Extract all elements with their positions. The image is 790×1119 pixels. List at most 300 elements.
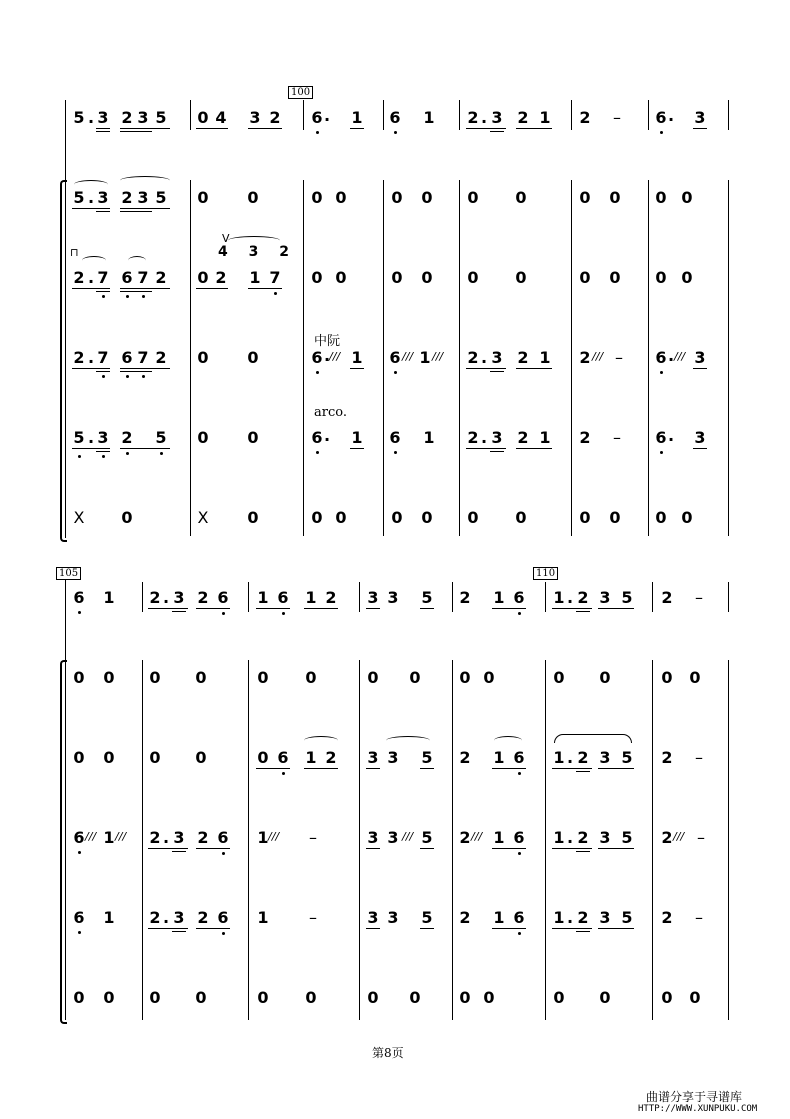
note: 3 [137, 188, 149, 207]
underline [96, 371, 110, 372]
underline [466, 368, 506, 369]
dash: – [697, 828, 705, 847]
low-octave-dot [78, 851, 81, 854]
note: 3 [367, 908, 379, 927]
slur [554, 734, 632, 743]
note: 0 [195, 748, 207, 767]
tremolo-mark: /// [673, 830, 685, 843]
note: 0 [655, 508, 667, 527]
note: 5 [155, 188, 167, 207]
slur [228, 236, 280, 245]
augmentation-dot: . [88, 428, 95, 447]
note: 0 [197, 428, 209, 447]
low-octave-dot [222, 852, 225, 855]
barline [459, 100, 460, 130]
note: 0 [257, 988, 269, 1007]
underline [350, 448, 364, 449]
augmentation-dot: . [567, 588, 574, 607]
augmentation-dot: . [324, 426, 331, 445]
barline [728, 660, 729, 1020]
underline [96, 128, 110, 129]
note: 3 [249, 108, 261, 127]
underline [256, 608, 290, 609]
augmentation-dot: . [668, 346, 675, 365]
low-octave-dot [518, 772, 521, 775]
note: 0 [515, 188, 527, 207]
tremolo-mark: /// [471, 830, 483, 843]
note: 2 [121, 428, 133, 447]
note: 1 [493, 908, 505, 927]
note: 3 [387, 588, 399, 607]
underline [172, 851, 186, 852]
barline [728, 180, 729, 536]
low-octave-dot [316, 371, 319, 374]
underline [420, 848, 434, 849]
barline [545, 582, 546, 612]
barline [652, 660, 653, 1020]
barline [652, 582, 653, 612]
augmentation-dot: . [324, 106, 331, 125]
note: 2 [459, 828, 471, 847]
note: 0 [311, 188, 323, 207]
low-octave-dot [222, 932, 225, 935]
underline [172, 931, 186, 932]
underline [120, 211, 152, 212]
note: 0 [515, 268, 527, 287]
note: 5 [621, 908, 633, 927]
note: 3 [173, 828, 185, 847]
note: 0 [421, 268, 433, 287]
underline [304, 768, 338, 769]
note: 0 [195, 668, 207, 687]
underline [350, 368, 364, 369]
note: 2 [577, 588, 589, 607]
low-octave-dot [394, 451, 397, 454]
note: 0 [689, 988, 701, 1007]
note: 0 [103, 748, 115, 767]
underline [490, 451, 504, 452]
low-octave-dot [222, 612, 225, 615]
underline [148, 608, 188, 609]
note: 2 [149, 588, 161, 607]
underline [148, 848, 188, 849]
underline [420, 608, 434, 609]
note: 1 [423, 108, 435, 127]
note: 6 [277, 748, 289, 767]
augmentation-dot: . [88, 268, 95, 287]
note: 1 [493, 588, 505, 607]
note: 0 [579, 268, 591, 287]
underline [120, 371, 152, 372]
note: 2 [577, 828, 589, 847]
barline [571, 100, 572, 130]
note: 3 [491, 348, 503, 367]
note: 0 [247, 348, 259, 367]
note: 0 [467, 508, 479, 527]
barline [359, 582, 360, 612]
tremolo-mark: /// [329, 350, 341, 363]
note: 2 [517, 108, 529, 127]
note: 0 [515, 508, 527, 527]
low-octave-dot [102, 455, 105, 458]
underline [196, 928, 230, 929]
underline [366, 928, 380, 929]
tremolo-mark: /// [592, 350, 604, 363]
note: 2 [155, 268, 167, 287]
tremolo-mark: /// [85, 830, 97, 843]
note: 0 [409, 988, 421, 1007]
note: 3 [97, 428, 109, 447]
note: 0 [197, 268, 209, 287]
note: 0 [247, 428, 259, 447]
tremolo-mark: /// [432, 350, 444, 363]
note: 0 [609, 508, 621, 527]
underline [120, 208, 170, 209]
note: X [197, 508, 209, 527]
underline [552, 768, 592, 769]
note: 0 [421, 508, 433, 527]
note: 2 [149, 908, 161, 927]
note: 2 [197, 828, 209, 847]
underline [120, 368, 170, 369]
note: 0 [305, 988, 317, 1007]
note: 6 [655, 428, 667, 447]
note: 0 [103, 988, 115, 1007]
note: 7 [269, 268, 281, 287]
note: 6 [655, 348, 667, 367]
note: 3 [599, 588, 611, 607]
note: 0 [391, 268, 403, 287]
note: 0 [681, 188, 693, 207]
underline [693, 448, 707, 449]
note: 6 [513, 748, 525, 767]
low-octave-dot [394, 371, 397, 374]
note: 3 [599, 748, 611, 767]
underline [598, 768, 634, 769]
augmentation-dot: . [324, 346, 331, 365]
note: 6 [217, 828, 229, 847]
tremolo-mark: /// [268, 830, 280, 843]
instrument-label-zhongruan: 中阮 [314, 334, 341, 349]
note: 2 [577, 908, 589, 927]
dash: – [613, 108, 621, 127]
dash: – [613, 428, 621, 447]
low-octave-dot [78, 611, 81, 614]
note: 3 [491, 428, 503, 447]
note: 6 [311, 428, 323, 447]
barline [571, 180, 572, 536]
note: 1 [423, 428, 435, 447]
note: 3 [694, 348, 706, 367]
measure-number-110: 110 [533, 567, 558, 580]
low-octave-dot [160, 452, 163, 455]
barline [452, 582, 453, 612]
augmentation-dot: . [88, 108, 95, 127]
note: 6 [389, 108, 401, 127]
note: 6 [121, 348, 133, 367]
note: 0 [367, 988, 379, 1007]
note: 0 [197, 348, 209, 367]
tremolo-mark: /// [402, 350, 414, 363]
note: 1 [351, 108, 363, 127]
note: 2 [459, 908, 471, 927]
note: 0 [311, 508, 323, 527]
note: 1 [553, 748, 565, 767]
page-number: 第8页 [372, 1046, 404, 1060]
dash: – [695, 908, 703, 927]
note: 0 [421, 188, 433, 207]
low-octave-dot [142, 295, 145, 298]
low-octave-dot [102, 375, 105, 378]
low-octave-dot [78, 931, 81, 934]
note: 2 [579, 428, 591, 447]
tremolo-mark: /// [115, 830, 127, 843]
note: 0 [103, 668, 115, 687]
note: 3 [367, 588, 379, 607]
underline [248, 128, 282, 129]
note: 0 [459, 668, 471, 687]
augmentation-dot: . [668, 426, 675, 445]
note: X [73, 508, 85, 527]
low-octave-dot [282, 772, 285, 775]
note: 2 [269, 108, 281, 127]
augmentation-dot: . [481, 108, 488, 127]
note: 7 [97, 348, 109, 367]
note: 3 [694, 428, 706, 447]
low-octave-dot [126, 295, 129, 298]
underline [576, 771, 590, 772]
note: 0 [121, 508, 133, 527]
note: 0 [655, 188, 667, 207]
note: 1 [493, 748, 505, 767]
underline [72, 448, 110, 449]
note: 1 [103, 588, 115, 607]
augmentation-dot: . [567, 828, 574, 847]
low-octave-dot [142, 375, 145, 378]
underline [490, 371, 504, 372]
note: 0 [681, 508, 693, 527]
barline [142, 582, 143, 612]
note: 6 [389, 428, 401, 447]
underline [120, 448, 170, 449]
note: 0 [599, 668, 611, 687]
note: 2 [215, 268, 227, 287]
note: 0 [483, 668, 495, 687]
measure-number-100: 100 [288, 86, 313, 99]
slur [82, 256, 106, 265]
note: 3 [599, 828, 611, 847]
note: 1 [305, 748, 317, 767]
note: 6 [121, 268, 133, 287]
note: 1 [351, 428, 363, 447]
note: 2 [467, 108, 479, 127]
note: 5 [421, 588, 433, 607]
note: 0 [257, 668, 269, 687]
note: 0 [149, 668, 161, 687]
note: 3 [491, 108, 503, 127]
note: 3 [137, 108, 149, 127]
note: 0 [149, 988, 161, 1007]
note: 2 [661, 828, 673, 847]
note: 1 [553, 908, 565, 927]
augmentation-dot: . [481, 348, 488, 367]
underline [576, 931, 590, 932]
watermark-text: 曲谱分享于寻谱库 [646, 1090, 743, 1104]
system-1-bracket [60, 180, 67, 542]
note: 3 [367, 748, 379, 767]
underline [598, 608, 634, 609]
note: 1 [257, 828, 269, 847]
underline [466, 128, 506, 129]
note: 0 [335, 268, 347, 287]
underline [72, 288, 110, 289]
underline [552, 608, 592, 609]
underline [96, 211, 110, 212]
barline [383, 180, 384, 536]
note: 5 [155, 428, 167, 447]
note: 2 [459, 748, 471, 767]
note: 2 [661, 908, 673, 927]
note: 0 [681, 268, 693, 287]
note: 2 [467, 428, 479, 447]
underline [492, 928, 526, 929]
underline [492, 768, 526, 769]
augmentation-dot: . [163, 588, 170, 607]
slur [494, 736, 522, 745]
underline [693, 128, 707, 129]
note: 6 [311, 108, 323, 127]
note: 0 [599, 988, 611, 1007]
note: 1 [103, 908, 115, 927]
note: 1 [539, 108, 551, 127]
note: 5 [621, 828, 633, 847]
barline [190, 180, 191, 536]
low-octave-dot [274, 292, 277, 295]
low-octave-dot [394, 131, 397, 134]
underline [120, 291, 152, 292]
note: 0 [73, 988, 85, 1007]
note: 0 [195, 988, 207, 1007]
note: 0 [553, 988, 565, 1007]
note: 0 [391, 188, 403, 207]
note: 2 [661, 748, 673, 767]
note: 2 [325, 748, 337, 767]
dash: – [309, 908, 317, 927]
barline [303, 100, 304, 130]
augmentation-dot: . [163, 908, 170, 927]
note: 0 [197, 108, 209, 127]
underline [350, 128, 364, 129]
underline [148, 928, 188, 929]
note: 1 [249, 268, 261, 287]
note: 2 [155, 348, 167, 367]
note: 2 [517, 428, 529, 447]
low-octave-dot [126, 375, 129, 378]
note: 2 [121, 108, 133, 127]
underline [96, 131, 110, 132]
underline [492, 608, 526, 609]
underline [196, 128, 228, 129]
barline [452, 660, 453, 1020]
note: 0 [197, 188, 209, 207]
low-octave-dot [660, 131, 663, 134]
low-octave-dot [518, 612, 521, 615]
slur [120, 176, 170, 185]
dash: – [695, 748, 703, 767]
slur [386, 736, 430, 745]
barline [648, 100, 649, 130]
ornament-notes: 4 3 2 [218, 244, 297, 260]
underline [366, 768, 380, 769]
note: 1 [351, 348, 363, 367]
barline [142, 660, 143, 1020]
note: 2 [517, 348, 529, 367]
low-octave-dot [660, 451, 663, 454]
underline [304, 608, 338, 609]
note: 0 [391, 508, 403, 527]
underline [196, 288, 228, 289]
note: 5 [73, 188, 85, 207]
underline [598, 928, 634, 929]
augmentation-dot: . [668, 106, 675, 125]
note: 5 [621, 748, 633, 767]
note: 2 [197, 588, 209, 607]
note: 6 [311, 348, 323, 367]
low-octave-dot [282, 612, 285, 615]
note: 6 [73, 588, 85, 607]
underline [96, 451, 110, 452]
underline [552, 848, 592, 849]
low-octave-dot [316, 131, 319, 134]
underline [693, 368, 707, 369]
underline [492, 848, 526, 849]
barline [545, 660, 546, 1020]
note: 0 [367, 668, 379, 687]
underline [552, 928, 592, 929]
note: 3 [599, 908, 611, 927]
note: 3 [173, 908, 185, 927]
barline [248, 660, 249, 1020]
note: 1 [493, 828, 505, 847]
barline [303, 180, 304, 536]
note: 2 [467, 348, 479, 367]
note: 0 [73, 668, 85, 687]
barline [248, 582, 249, 612]
underline [576, 611, 590, 612]
note: 6 [513, 588, 525, 607]
underline [366, 608, 380, 609]
note: 0 [655, 268, 667, 287]
note: 0 [247, 508, 259, 527]
arco-label: arco. [314, 405, 347, 420]
note: 1 [553, 588, 565, 607]
note: 2 [325, 588, 337, 607]
note: 5 [421, 908, 433, 927]
note: 1 [257, 588, 269, 607]
low-octave-dot [126, 452, 129, 455]
note: 0 [483, 988, 495, 1007]
note: 0 [257, 748, 269, 767]
underline [96, 291, 110, 292]
note: 5 [73, 108, 85, 127]
note: 2 [577, 748, 589, 767]
note: 3 [387, 908, 399, 927]
note: 0 [689, 668, 701, 687]
watermark-url: HTTP://WWW.XUNPUKU.COM [638, 1104, 758, 1114]
note: 0 [661, 668, 673, 687]
underline [120, 288, 170, 289]
note: 1 [103, 828, 115, 847]
